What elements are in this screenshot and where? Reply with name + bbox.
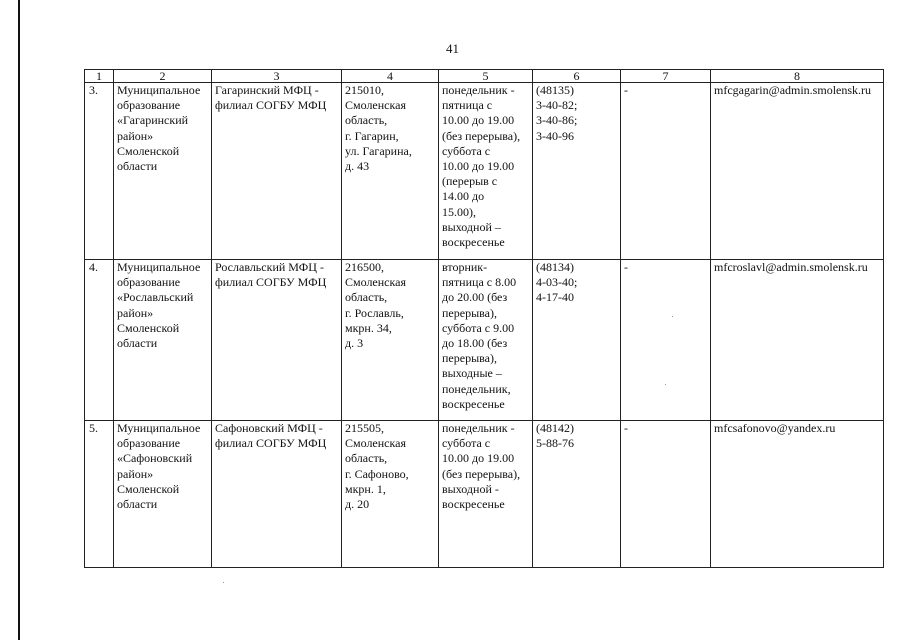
- schedule-cell: понедельник - суббота с 10.00 до 19.00 (без перерыва), выходной - воскресенье: [439, 421, 533, 568]
- column-number-cell: 5: [439, 70, 533, 83]
- scan-speck: [223, 582, 224, 583]
- table-row: [85, 83, 884, 260]
- column-number-cell: 2: [114, 70, 212, 83]
- column-number-cell: 4: [342, 70, 439, 83]
- municipality-cell: Муниципальное образование «Гагаринский район» Смоленской области: [114, 83, 212, 260]
- schedule-cell: понедельник - пятница с 10.00 до 19.00 (без перерыва), суббота с 10.00 до 19.00 (перерыв с 14.00 до 15.00), выходной – воскресенье: [439, 83, 533, 260]
- office-name-cell: Сафоновский МФЦ - филиал СОГБУ МФЦ: [212, 421, 342, 568]
- office-name-cell: Гагаринский МФЦ - филиал СОГБУ МФЦ: [212, 83, 342, 260]
- schedule-cell: вторник- пятница с 8.00 до 20.00 (без перерыва), суббота с 9.00 до 18.00 (без перерыва), выходные – понедельник, воскресенье: [439, 260, 533, 421]
- municipality-cell: Муниципальное образование «Сафоновский район» Смоленской области: [114, 421, 212, 568]
- scan-speck: [672, 316, 673, 317]
- column-number-row: [85, 70, 884, 83]
- column-number-cell: 8: [711, 70, 884, 83]
- column-number-cell: 6: [533, 70, 621, 83]
- address-cell: 216500, Смоленская область, г. Рославль, мкрн. 34, д. 3: [342, 260, 439, 421]
- scan-speck: [665, 384, 666, 385]
- office-name-cell: Рославльский МФЦ - филиал СОГБУ МФЦ: [212, 260, 342, 421]
- binding-edge-line: [18, 0, 20, 640]
- row-number-cell: 5.: [85, 421, 114, 568]
- municipality-cell: Муниципальное образование «Рославльский район» Смоленской области: [114, 260, 212, 421]
- row-number-cell: 3.: [85, 83, 114, 260]
- column-7-cell: -: [621, 83, 711, 260]
- table-row: [85, 260, 884, 421]
- column-number-cell: 3: [212, 70, 342, 83]
- email-cell: mfcgagarin@admin.smolensk.ru: [711, 83, 884, 260]
- phones-cell: (48142) 5-88-76: [533, 421, 621, 568]
- column-number-cell: 1: [85, 70, 114, 83]
- page-number: 41: [446, 41, 459, 56]
- address-cell: 215505, Смоленская область, г. Сафоново, мкрн. 1, д. 20: [342, 421, 439, 568]
- phones-cell: (48134) 4-03-40; 4-17-40: [533, 260, 621, 421]
- column-7-cell: -: [621, 260, 711, 421]
- column-number-cell: 7: [621, 70, 711, 83]
- row-number-cell: 4.: [85, 260, 114, 421]
- email-cell: mfcroslavl@admin.smolensk.ru: [711, 260, 884, 421]
- mfc-registry-table: [84, 69, 884, 568]
- phones-cell: (48135) 3-40-82; 3-40-86; 3-40-96: [533, 83, 621, 260]
- address-cell: 215010, Смоленская область, г. Гагарин, ул. Гагарина, д. 43: [342, 83, 439, 260]
- column-7-cell: -: [621, 421, 711, 568]
- email-cell: mfcsafonovo@yandex.ru: [711, 421, 884, 568]
- table-row: [85, 421, 884, 568]
